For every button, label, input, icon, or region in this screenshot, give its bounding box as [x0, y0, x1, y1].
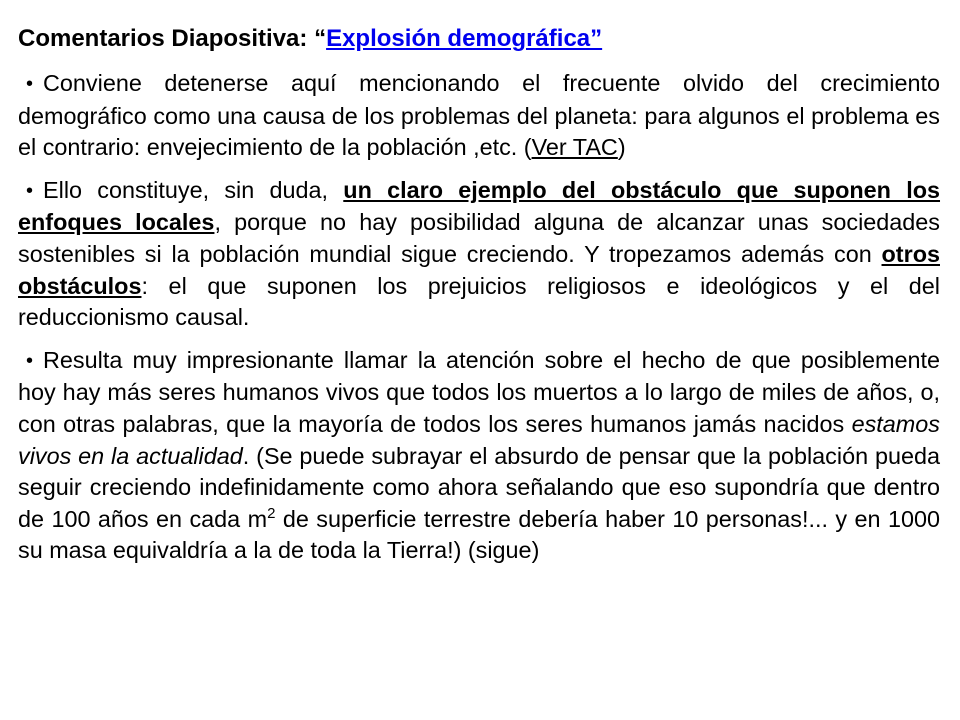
title-label: Comentarios Diapositiva: [18, 25, 308, 52]
bullet-3-italic-text: estamos vivos en la actualidad [18, 410, 940, 469]
explosion-demografica-link[interactable]: Explosión demográfica” [326, 25, 603, 52]
bullet-2-emphasis-local-approaches: un claro ejemplo del obstáculo que suponen los enfoques locales [18, 176, 941, 236]
bullet-paragraph-1 [18, 68, 940, 164]
bullet-paragraph-3 [18, 345, 940, 567]
bullet-3-text-before: Resulta muy impresionante llamar la atención sobre el hecho de que posiblemente hoy hay más seres humanos vivos que todos los muertos a lo largo de miles de años, o, con otras palabras, que la mayoría de todos los seres humanos jamás nacidos [18, 346, 940, 437]
bullet-2-text-middle: , porque no hay posibilidad alguna de alcanzar unas sociedades sostenibles si la población mundial sigue creciendo. Y tropezamos además con [18, 209, 940, 267]
bullet-1-text-before: Conviene detenerse aquí mencionando el frecuente olvido del crecimiento demográfico como una causa de los problemas del planeta: para algunos el problema es el contrario: envejecimiento de la población ,etc. ( [18, 70, 940, 161]
bullet-2-text-after: : el que suponen los prejuicios religiosos e ideológicos y el del reduccionismo causal. [18, 272, 940, 331]
slide-content [18, 22, 940, 567]
bullet-marker: • [26, 179, 34, 202]
bullet-marker: • [26, 349, 34, 372]
bullet-1-text-after: ) [617, 134, 626, 161]
superscript-two: 2 [267, 504, 276, 522]
bullet-marker: • [26, 73, 34, 95]
page-title [18, 22, 940, 56]
bullet-3-text-after: de superficie terrestre debería haber 10 personas!... y en 1000 su masa equivaldría a la de toda la Tierra!) (sigue) [18, 505, 940, 564]
title-open-quote: “ [314, 25, 327, 52]
ver-tac-link[interactable]: Ver TAC [531, 134, 618, 161]
bullet-2-emphasis-other-obstacles: otros obstáculos [18, 240, 940, 299]
bullet-3-text-middle: . (Se puede subrayar el absurdo de pensar que la población pueda seguir creciendo indefinidamente como ahora señalando que eso supondría que dentro de 100 años en cada m [18, 442, 941, 532]
bullet-2-text-before: Ello constituye, sin duda, [43, 176, 344, 203]
bullet-paragraph-2 [18, 175, 940, 334]
